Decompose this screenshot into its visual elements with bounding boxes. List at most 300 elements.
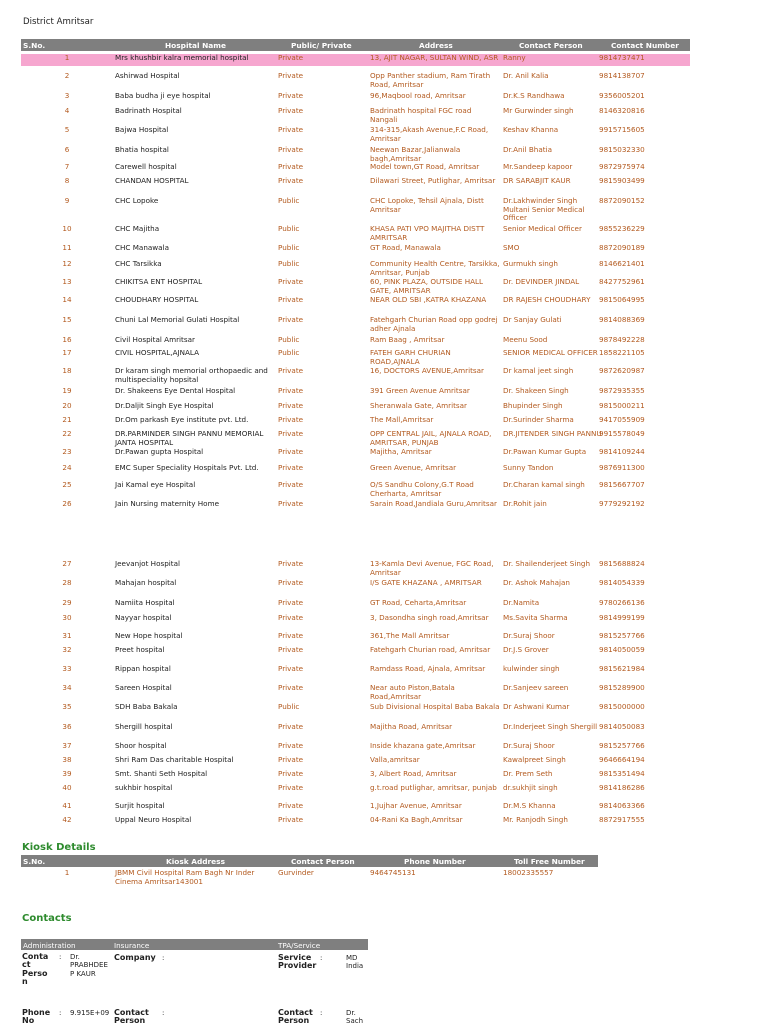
- tpa-contact-value: Dr. Sach: [346, 1009, 364, 1026]
- admin-contact-colon: :: [59, 953, 62, 961]
- row-sno: 23: [62, 447, 72, 456]
- row-address: Fatehgarh Churian Road opp godrej adher Ajnala: [370, 315, 498, 333]
- row-sno: 4: [64, 106, 70, 115]
- row-contact-person: Dr.Surinder Sharma: [503, 415, 574, 424]
- row-address: Sheranwala Gate, Amritsar: [370, 401, 467, 410]
- row-address: O/S Sandhu Colony,G.T Road Cherharta, Amritsar: [370, 480, 474, 498]
- row-contact-number: 9814054339: [599, 578, 645, 587]
- row-type: Private: [278, 176, 304, 185]
- kiosk-table-header: [21, 855, 598, 867]
- row-type: Private: [278, 277, 304, 286]
- table-row: [21, 429, 690, 447]
- row-address: The Mall,Amritsar: [370, 415, 434, 424]
- row-contact-number: 9815000000: [599, 702, 645, 711]
- table-row: [21, 742, 690, 752]
- row-contact-number: 9855236229: [599, 224, 645, 233]
- row-type: Private: [278, 463, 304, 472]
- row-contact-number: 9356005201: [599, 91, 645, 100]
- contacts-section-title: Contacts: [22, 913, 72, 924]
- row-contact-number: 9872620987: [599, 366, 645, 375]
- row-type: Private: [278, 415, 304, 424]
- row-address: 314-315,Akash Avenue,F.C Road, Amritsar: [370, 125, 489, 143]
- table-row: [21, 703, 690, 713]
- row-address: 3, Dasondha singh road,Amritsar: [370, 613, 489, 622]
- row-contact-number: 9815257766: [599, 741, 645, 750]
- admin-phone-value: 9.915E+09: [70, 1009, 110, 1017]
- ins-company-label: Company: [114, 953, 156, 962]
- row-type: Private: [278, 145, 304, 154]
- table-row: [21, 683, 690, 701]
- table-row: [21, 387, 690, 397]
- row-sno: 9: [64, 196, 70, 205]
- row-type: Public: [278, 335, 300, 344]
- row-contact-number: 8872090152: [599, 196, 645, 205]
- tpa-provider-label: Service Provider: [278, 953, 317, 971]
- row-hospital-name: Namiita Hospital: [115, 598, 175, 607]
- row-type: Private: [278, 741, 304, 750]
- row-contact-person: Dr.Rohit jain: [503, 499, 547, 508]
- row-sno: 26: [62, 499, 72, 508]
- row-contact-number: 9814063366: [599, 801, 645, 810]
- table-row: [21, 259, 690, 277]
- row-address: 13-Kamla Devi Avenue, FGC Road, Amritsar: [370, 559, 494, 577]
- kiosk-row: [21, 867, 598, 887]
- kiosk-header-sno: S.No.: [23, 857, 46, 866]
- row-contact-number: 9814109244: [599, 447, 645, 456]
- row-contact-person: dr.sukhjit singh: [503, 783, 558, 792]
- row-contact-person: Dr. Ashok Mahajan: [503, 578, 570, 587]
- header-sno: S.No.: [23, 41, 46, 50]
- row-contact-person: Dr.Suraj Shoor: [503, 631, 555, 640]
- row-address: NEAR OLD SBI ,KATRA KHAZANA: [370, 295, 487, 304]
- row-contact-person: Dr kamal jeet singh: [503, 366, 574, 375]
- row-sno: 34: [62, 683, 72, 692]
- row-contact-person: Mr Gurwinder singh: [503, 106, 574, 115]
- row-sno: 42: [62, 815, 72, 824]
- table-row: [21, 802, 690, 812]
- table-row: [21, 224, 690, 242]
- contacts-header-insurance: Insurance: [114, 941, 150, 950]
- row-type: Public: [278, 224, 300, 233]
- contacts-table-body: [21, 950, 368, 1030]
- row-contact-number: 9814050059: [599, 645, 645, 654]
- row-contact-person: Dr.Namita: [503, 598, 540, 607]
- table-row: [21, 480, 690, 498]
- row-type: Public: [278, 196, 300, 205]
- contacts-table: [21, 939, 368, 1030]
- row-address: 391 Green Avenue Amritsar: [370, 386, 470, 395]
- table-row: [21, 723, 690, 735]
- row-sno: 14: [62, 295, 72, 304]
- row-address: CHC Lopoke, Tehsil Ajnala, Distt Amritsar: [370, 196, 484, 214]
- row-type: Private: [278, 755, 304, 764]
- table-row: [21, 277, 690, 295]
- table-row: [21, 559, 690, 577]
- tpa-contact-colon: :: [320, 1009, 323, 1017]
- row-address: OPP CENTRAL JAIL, AJNALA ROAD, AMRITSAR, PUNJAB: [370, 429, 492, 447]
- row-contact-number: 8146621401: [599, 259, 645, 268]
- row-sno: 24: [62, 463, 72, 472]
- row-contact-person: Keshav Khanna: [503, 125, 559, 134]
- contacts-header-admin: Administration: [23, 941, 76, 950]
- row-sno: 36: [62, 722, 72, 731]
- row-address: 96,Maqbool road, Amritsar: [370, 91, 466, 100]
- row-type: Private: [278, 499, 304, 508]
- row-contact-person: Dr. Shakeen Singh: [503, 386, 569, 395]
- row-address: 13, AJIT NAGAR, SULTAN WIND, ASR: [370, 53, 499, 62]
- row-address: Community Health Centre, Tarsikka, Amritsar, Punjab: [370, 259, 500, 277]
- row-contact-person: Dr. Shailenderjeet Singh: [503, 559, 591, 568]
- table-row: [21, 632, 690, 642]
- row-address: Inside khazana gate,Amritsar: [370, 741, 476, 750]
- row-hospital-name: CHC Majitha: [115, 224, 160, 233]
- row-contact-person: Mr.Sandeep kapoor: [503, 162, 573, 171]
- row-sno: 35: [62, 702, 72, 711]
- hospital-table-header: [21, 39, 690, 51]
- row-address: Majitha Road, Amritsar: [370, 722, 453, 731]
- table-row: [21, 125, 690, 143]
- row-hospital-name: New Hope hospital: [115, 631, 183, 640]
- row-sno: 30: [62, 613, 72, 622]
- table-row: [21, 196, 690, 223]
- row-contact-person: Senior Medical Officer: [503, 224, 582, 233]
- row-hospital-name: Bajwa Hospital: [115, 125, 169, 134]
- row-address: Model town,GT Road, Amritsar: [370, 162, 480, 171]
- row-address: Valla,amritsar: [370, 755, 420, 764]
- row-type: Private: [278, 125, 304, 134]
- row-hospital-name: Jain Nursing maternity Home: [115, 499, 220, 508]
- row-hospital-name: CHOUDHARY HOSPITAL: [115, 295, 199, 304]
- row-contact-number: 9876911300: [599, 463, 645, 472]
- row-contact-person: Dr. DEVINDER JINDAL: [503, 277, 580, 286]
- row-type: Private: [278, 769, 304, 778]
- row-sno: 21: [62, 415, 72, 424]
- row-hospital-name: Uppal Neuro Hospital: [115, 815, 192, 824]
- row-address: 60, PINK PLAZA, OUTSIDE HALL GATE, AMRITSAR: [370, 277, 484, 295]
- admin-contact-label: Conta ct Perso n: [22, 952, 49, 987]
- kiosk-header-tollfree: Toll Free Number: [514, 857, 585, 866]
- row-address: Ramdass Road, Ajnala, Amritsar: [370, 664, 486, 673]
- row-contact-number: 9814186286: [599, 783, 645, 792]
- row-hospital-name: Jai Kamal eye Hospital: [115, 480, 196, 489]
- row-sno: 10: [62, 224, 72, 233]
- kiosk-contact-person: Gurvinder: [278, 868, 314, 877]
- kiosk-tollfree: 18002335557: [503, 868, 554, 877]
- row-address: Badrinath hospital FGC road Nangali: [370, 106, 472, 124]
- table-row: [21, 784, 690, 796]
- admin-phone-label: Phone No: [22, 1008, 51, 1026]
- row-hospital-name: Preet hospital: [115, 645, 165, 654]
- row-type: Private: [278, 447, 304, 456]
- contacts-table-header: [21, 939, 368, 950]
- row-type: Private: [278, 801, 304, 810]
- row-contact-number: 9815032330: [599, 145, 645, 154]
- table-row: [21, 163, 690, 173]
- row-sno: 11: [62, 243, 72, 252]
- row-contact-person: kulwinder singh: [503, 664, 560, 673]
- tpa-contact-label: Contact Person: [278, 1008, 313, 1026]
- header-public-private: Public/ Private: [291, 41, 352, 50]
- table-row: [21, 665, 690, 675]
- table-row: [21, 464, 690, 474]
- row-contact-number: 9815289900: [599, 683, 645, 692]
- table-row: [21, 500, 690, 512]
- admin-phone-colon: :: [59, 1009, 62, 1017]
- row-contact-number: 8427752961: [599, 277, 645, 286]
- row-hospital-name: CIVIL HOSPITAL,AJNALA: [115, 348, 199, 357]
- row-contact-person: Dr. Prem Seth: [503, 769, 553, 778]
- table-row: [21, 614, 690, 624]
- row-address: Green Avenue, Amritsar: [370, 463, 457, 472]
- row-hospital-name: Bhatia hospital: [115, 145, 169, 154]
- row-hospital-name: CHC Tarsikka: [115, 259, 162, 268]
- row-type: Private: [278, 664, 304, 673]
- row-sno: 17: [62, 348, 72, 357]
- hospital-table: [21, 39, 690, 824]
- row-sno: 16: [62, 335, 72, 344]
- row-hospital-name: CHC Manawala: [115, 243, 169, 252]
- row-address: Majitha, Amritsar: [370, 447, 432, 456]
- table-row: [21, 244, 690, 254]
- row-address: Sub Divisional Hospital Baba Bakala: [370, 702, 500, 711]
- row-type: Private: [278, 783, 304, 792]
- row-hospital-name: Dr karam singh memorial orthopaedic and multispeciality hopsital: [115, 366, 268, 384]
- row-contact-person: Ms.Savita Sharma: [503, 613, 568, 622]
- row-contact-person: Bhupinder Singh: [503, 401, 563, 410]
- row-type: Private: [278, 295, 304, 304]
- row-address: Sarain Road,Jandiala Guru,Amritsar: [370, 499, 497, 508]
- row-address: g.t.road putlighar, amritsar, punjab: [370, 783, 497, 792]
- row-contact-person: Mr. Ranjodh Singh: [503, 815, 568, 824]
- kiosk-sno: 1: [64, 868, 70, 877]
- row-type: Private: [278, 722, 304, 731]
- kiosk-table: [21, 855, 598, 887]
- row-sno: 5: [64, 125, 70, 134]
- row-contact-number: 9814999199: [599, 613, 645, 622]
- row-sno: 38: [62, 755, 72, 764]
- row-type: Private: [278, 578, 304, 587]
- table-row: [21, 177, 690, 187]
- contacts-header-tpa: TPA/Service: [278, 941, 321, 950]
- row-type: Public: [278, 348, 300, 357]
- row-contact-number: 9815351494: [599, 769, 645, 778]
- row-contact-number: 9814737471: [599, 53, 645, 62]
- row-contact-person: SMO: [503, 243, 520, 252]
- row-hospital-name: Dr.Daljit Singh Eye Hospital: [115, 401, 214, 410]
- row-contact-number: 9815257766: [599, 631, 645, 640]
- row-contact-person: Dr.K.S Randhawa: [503, 91, 565, 100]
- table-row: [21, 315, 690, 333]
- row-contact-person: Dr.Inderjeet Singh Shergill: [503, 722, 598, 731]
- row-contact-person: Dr. Anil Kalia: [503, 71, 549, 80]
- row-contact-person: Sunny Tandon: [503, 463, 554, 472]
- kiosk-header-phone: Phone Number: [404, 857, 466, 866]
- row-contact-person: Dr.Anil Bhatia: [503, 145, 552, 154]
- row-contact-person: DR.JITENDER SINGH PANNU: [503, 429, 602, 438]
- row-type: Private: [278, 162, 304, 171]
- row-sno: 22: [62, 429, 72, 438]
- row-hospital-name: Shoor hospital: [115, 741, 167, 750]
- row-type: Private: [278, 645, 304, 654]
- row-type: Private: [278, 53, 304, 62]
- row-contact-number: 9915715605: [599, 125, 645, 134]
- row-hospital-name: Mahajan hospital: [115, 578, 177, 587]
- row-type: Public: [278, 259, 300, 268]
- row-contact-person: Dr.Sanjeev sareen: [503, 683, 569, 692]
- row-hospital-name: CHIKITSA ENT HOSPITAL: [115, 277, 203, 286]
- table-row: [21, 448, 690, 458]
- row-hospital-name: Badrinath Hospital: [115, 106, 182, 115]
- table-row: [21, 366, 690, 384]
- row-contact-number: 9815000211: [599, 401, 645, 410]
- row-address: Ram Baag , Amritsar: [370, 335, 445, 344]
- row-address: I/S GATE KHAZANA , AMRITSAR: [370, 578, 482, 587]
- row-contact-person: Dr.Charan kamal singh: [503, 480, 585, 489]
- tpa-provider-colon: :: [320, 954, 323, 962]
- row-sno: 33: [62, 664, 72, 673]
- table-row: [21, 646, 690, 656]
- row-contact-person: Gurmukh singh: [503, 259, 558, 268]
- row-sno: 40: [62, 783, 72, 792]
- row-type: Private: [278, 315, 304, 324]
- row-sno: 6: [64, 145, 70, 154]
- table-row: [21, 579, 690, 589]
- row-contact-person: DR SARABJIT KAUR: [503, 176, 571, 185]
- row-contact-number: 9815621984: [599, 664, 645, 673]
- row-sno: 2: [64, 71, 70, 80]
- row-sno: 1: [64, 53, 70, 62]
- row-type: Private: [278, 631, 304, 640]
- row-type: Private: [278, 559, 304, 568]
- row-address: GT Road, Manawala: [370, 243, 441, 252]
- row-hospital-name: CHC Lopoke: [115, 196, 159, 205]
- row-sno: 37: [62, 741, 72, 750]
- row-type: Public: [278, 702, 300, 711]
- table-row: [21, 145, 690, 163]
- row-type: Private: [278, 429, 304, 438]
- table-row: [21, 336, 690, 346]
- row-address: 1,Jujhar Avenue, Amritsar: [370, 801, 462, 810]
- row-address: 04-Rani Ka Bagh,Amritsar: [370, 815, 463, 824]
- row-contact-person: Kawalpreet Singh: [503, 755, 566, 764]
- row-hospital-name: Shri Ram Das charitable Hospital: [115, 755, 234, 764]
- row-sno: 20: [62, 401, 72, 410]
- row-address: Opp Panther stadium, Ram Tirath Road, Amritsar: [370, 71, 491, 89]
- row-address: KHASA PATI VPO MAJITHA DISTT AMRITSAR: [370, 224, 485, 242]
- row-type: Private: [278, 613, 304, 622]
- row-contact-number: 9646664194: [599, 755, 645, 764]
- row-address: 16, DOCTORS AVENUE,Amritsar: [370, 366, 484, 375]
- table-row: [21, 106, 690, 124]
- row-hospital-name: Rippan hospital: [115, 664, 171, 673]
- row-hospital-name: EMC Super Speciality Hospitals Pvt. Ltd.: [115, 463, 259, 472]
- row-contact-number: 9815688824: [599, 559, 645, 568]
- row-hospital-name: Dr.Om parkash Eye institute pvt. Ltd.: [115, 415, 249, 424]
- kiosk-header-contact: Contact Person: [291, 857, 355, 866]
- row-contact-number: 9814138707: [599, 71, 645, 80]
- row-type: Public: [278, 243, 300, 252]
- table-row: [21, 599, 690, 609]
- row-contact-number: 9815667707: [599, 480, 645, 489]
- table-row: [21, 71, 690, 89]
- row-sno: 25: [62, 480, 72, 489]
- row-contact-person: Dr.J.S Grover: [503, 645, 549, 654]
- row-address: 361,The Mall Amritsar: [370, 631, 450, 640]
- table-row: [21, 816, 690, 826]
- row-address: Near auto Piston,Batala Road,Amritsar: [370, 683, 455, 701]
- row-contact-person: Dr.Pawan Kumar Gupta: [503, 447, 587, 456]
- row-hospital-name: Sareen Hospital: [115, 683, 172, 692]
- row-contact-person: Meenu Sood: [503, 335, 548, 344]
- row-hospital-name: Baba budha ji eye hospital: [115, 91, 211, 100]
- row-hospital-name: Nayyar hospital: [115, 613, 172, 622]
- table-row: [21, 54, 690, 66]
- row-hospital-name: Smt. Shanti Seth Hospital: [115, 769, 208, 778]
- row-sno: 41: [62, 801, 72, 810]
- admin-contact-value: Dr. PRABHDEE P KAUR: [70, 953, 108, 978]
- row-type: Private: [278, 683, 304, 692]
- header-contact-person: Contact Person: [519, 41, 583, 50]
- row-hospital-name: Chuni Lal Memorial Gulati Hospital: [115, 315, 240, 324]
- row-sno: 18: [62, 366, 72, 375]
- row-sno: 13: [62, 277, 72, 286]
- row-sno: 28: [62, 578, 72, 587]
- row-contact-person: DR RAJESH CHOUDHARY: [503, 295, 591, 304]
- ins-company-colon: :: [162, 954, 165, 962]
- table-row: [21, 756, 690, 766]
- row-contact-person: SENIOR MEDICAL OFFICER: [503, 348, 598, 357]
- row-sno: 39: [62, 769, 72, 778]
- row-type: Private: [278, 366, 304, 375]
- row-sno: 29: [62, 598, 72, 607]
- table-row: [21, 402, 690, 412]
- header-hospital-name: Hospital Name: [165, 41, 226, 50]
- header-contact-number: Contact Number: [611, 41, 679, 50]
- header-address: Address: [419, 41, 453, 50]
- row-sno: 19: [62, 386, 72, 395]
- row-type: Private: [278, 106, 304, 115]
- row-contact-number: 9815064995: [599, 295, 645, 304]
- row-type: Private: [278, 71, 304, 80]
- district-title: District Amritsar: [23, 17, 94, 27]
- row-hospital-name: Dr.Pawan gupta Hospital: [115, 447, 204, 456]
- row-contact-number: 9872935355: [599, 386, 645, 395]
- row-hospital-name: sukhbir hospital: [115, 783, 173, 792]
- row-contact-number: 9780266136: [599, 598, 645, 607]
- row-address: Neewan Bazar,Jalianwala bagh,Amritsar: [370, 145, 461, 163]
- row-type: Private: [278, 386, 304, 395]
- table-row: [21, 92, 690, 102]
- row-type: Private: [278, 598, 304, 607]
- table-row: [21, 770, 690, 780]
- table-row: [21, 348, 690, 366]
- kiosk-section-title: Kiosk Details: [22, 842, 96, 853]
- row-address: Fatehgarh Churian road, Amritsar: [370, 645, 491, 654]
- row-type: Private: [278, 91, 304, 100]
- row-type: Private: [278, 401, 304, 410]
- table-row: [21, 296, 690, 306]
- row-address: FATEH GARH CHURIAN ROAD,AJNALA: [370, 348, 451, 366]
- row-address: 3, Albert Road, Amritsar: [370, 769, 457, 778]
- row-hospital-name: Surjit hospital: [115, 801, 165, 810]
- kiosk-phone: 9464745131: [370, 868, 416, 877]
- row-contact-number: 9417055909: [599, 415, 645, 424]
- row-contact-number: 9814088369: [599, 315, 645, 324]
- row-hospital-name: Dr. Shakeens Eye Dental Hospital: [115, 386, 236, 395]
- row-hospital-name: Carewell hospital: [115, 162, 177, 171]
- row-contact-number: 9915578049: [599, 429, 645, 438]
- ins-contact-label: Contact Person: [114, 1008, 149, 1026]
